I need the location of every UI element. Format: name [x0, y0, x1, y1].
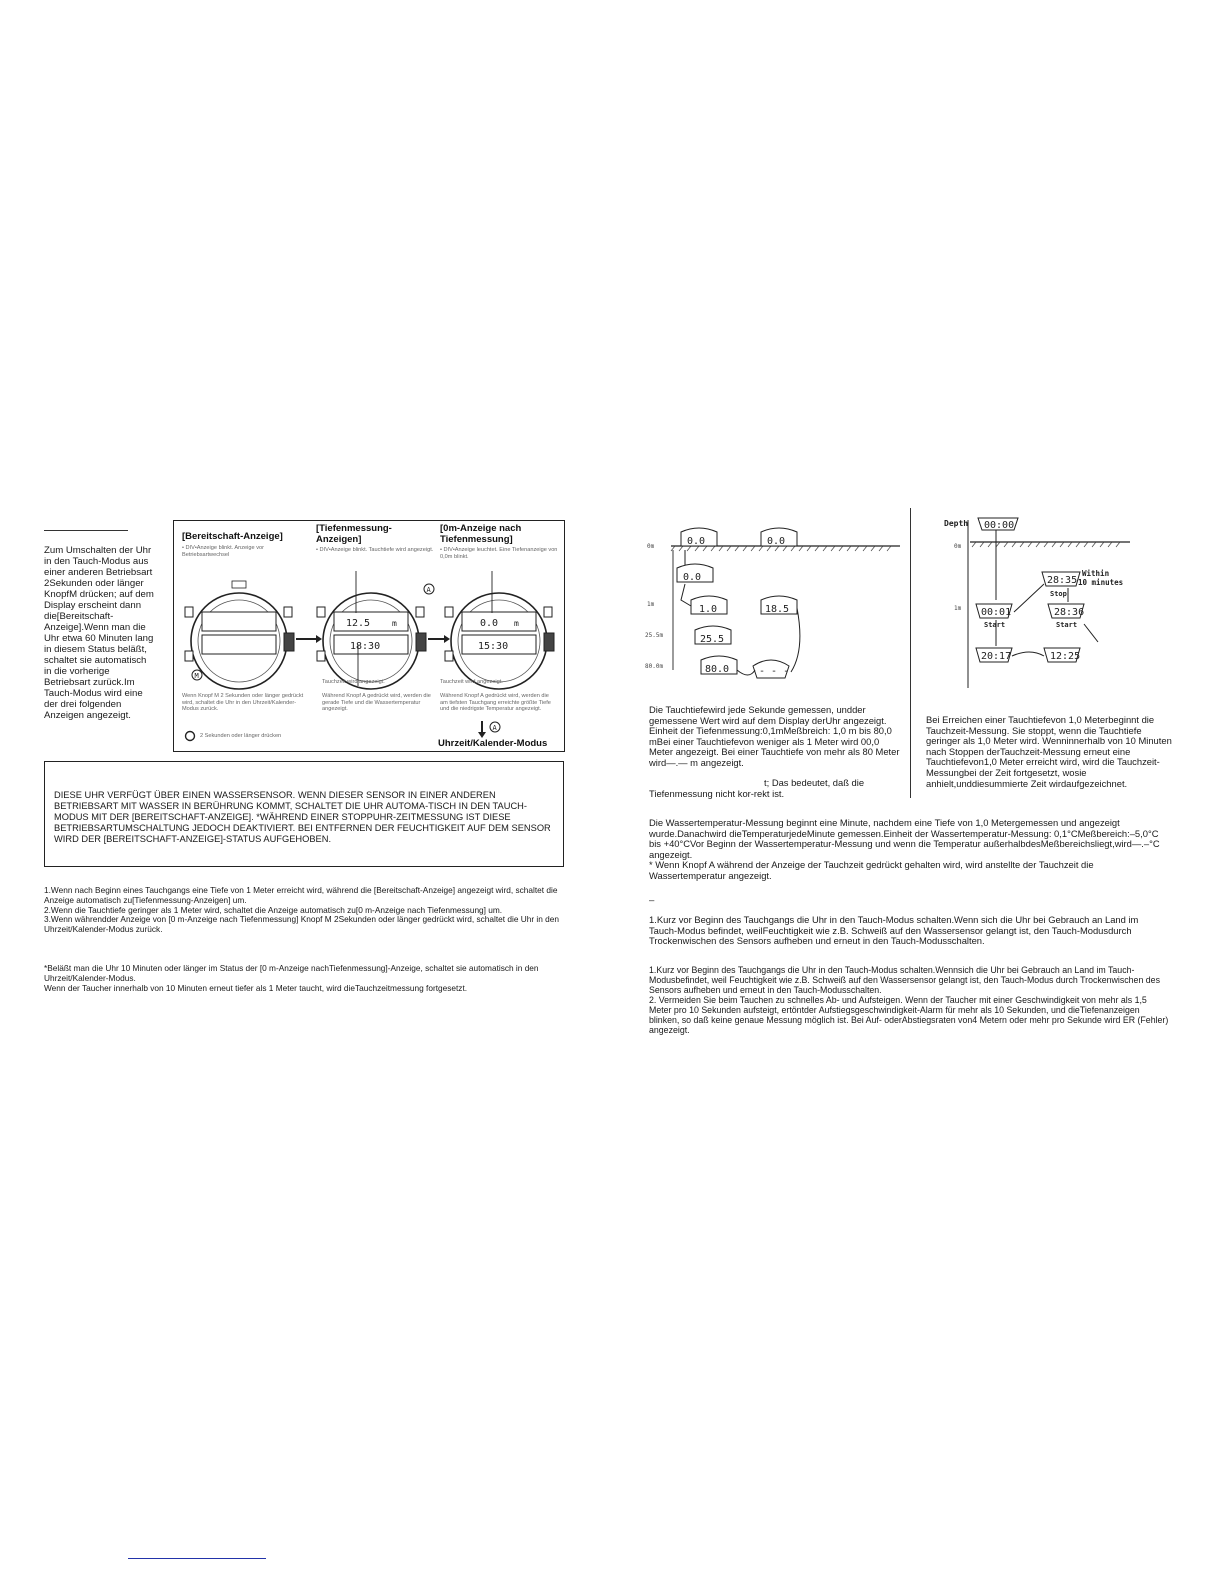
- label-start-1: Start: [984, 621, 1006, 629]
- level-80m: 80.0m: [645, 663, 664, 670]
- time-display-4: 28:36: [1054, 607, 1085, 618]
- footnote-line: *Beläßt man die Uhr 10 Minuten oder länger im Status der [0 m-Anzeige nachTiefenmessung]-Anzeige, schaltet sie automatisch in den Uhrzeit/Kalender-Modus.: [44, 963, 539, 983]
- caption-top-depth: Tauchzeit wird angezeigt.: [322, 679, 385, 685]
- lcd-time-value: 18:30: [350, 641, 381, 652]
- notice-text: DIESE UHR VERFÜGT ÜBER EINEN WASSERSENSOR. WENN DIESER SENSOR IN EINER ANDEREN BETRIEBSART MIT WASSER IN BERÜHRUNG KOMMT, SCHALTET DIE UHR AUTOMA-TISCH IN DEN TAUCH-MODUS MIT DER [BEREITSCHAFT-ANZEIGE]. *WÄHREND EINER STOPPUHR-ZEITMESSUNG IST DIESE BETRIEBSARTUMSCHALTUNG JEDOCH DEAKTIVIERT. BEI ENTFERNEN DER FEUCHTIGKEIT AUF DEM SENSOR WIRD DER [BEREITSCHAFT-ANZEIGE]-STATUS AUFGEHOBEN.: [54, 790, 551, 844]
- dive-time-figure: [940, 512, 1130, 692]
- usage-note-item: 2. Vermeiden Sie beim Tauchen zu schnelles Ab- und Aufsteigen. Wenn der Taucher mit einer Geschwindigkeit von mehr als 1,5 Meter pro 10 Sekunden aufsteigt, ertöntder Aufstiegsgeschwindigkeit-Alarm für mehr als 10 Sekunden, und dieTiefenanzeigen blinken, so daß keine genaue Messung möglich ist. Bei Auf- oderAbstiegsraten von4 Metern oder mehr pro Sekunde wird ER (Fehler) angezeigt.: [649, 995, 1169, 1035]
- usage-notes-2: [649, 965, 1169, 1035]
- lcd-depth-value: 12.5: [346, 618, 371, 629]
- watch-zero: [445, 571, 554, 689]
- lcd-zero-time: 15:30: [478, 641, 509, 652]
- depth-text: Die Tauchtiefewird jede Sekunde gemessen, undder gemessene Wert wird auf dem Display derUhr angezeigt. Einheit der Tiefenmessung:0,1mMeßbreich: 1,0 m bis 80,0 mBei einer Tauchtiefevon weniger als 1 Meter wird 00,0 Meter angezeigt. Bei einer Tauchtiefe von mehr als 80 Meter wird—.— m angezeigt.: [649, 704, 900, 768]
- depth-display-6: 80.0: [705, 664, 730, 675]
- label-start-2: Start: [1056, 621, 1078, 629]
- mode-switch-sidebar-text: Zum Umschalten der Uhr in den Tauch-Modus aus einer anderen Betriebsart 2Sekunden oder länger KnopfM drücken; auf dem Display erscheint dann die[Bereitschaft-Anzeige].Wenn man die Uhr etwa 60 Minuten lang in diesem Status beläßt, schaltet sie automatisch in die vorherige Betriebsart zurück.Im Tauch-Modus wird eine der drei folgenden Anzeigen angezeigt.: [44, 545, 154, 721]
- button-m-label: M: [194, 672, 199, 680]
- caption-zero: Während Knopf A gedrückt wird, werden die am tiefsten Tauchgang erreichte größte Tiefe und die niedrigste Temperatur angezeigt.: [440, 693, 551, 713]
- depth-display-7: 18.5: [765, 604, 790, 615]
- lcd-depth-unit: m: [392, 619, 397, 628]
- left-list: [44, 886, 564, 935]
- footnote-line: Wenn der Taucher innerhalb von 10 Minuten erneut tiefer als 1 Meter taucht, wird dieTauchzeitmessung fortgesetzt.: [44, 982, 468, 993]
- temperature-text: [649, 818, 1169, 882]
- dive-time-text: Bei Erreichen einer Tauchtiefevon 1,0 Meterbeginnt die Tauchzeit-Messung. Sie stoppt, wenn die Tauchtiefe geringer als 1,0 Meter wird. Wenninnerhalb von 10 Minuten nach Stoppen derTauchzeit-Messung erneut eine Tauchtiefevon1,0 Meter erreicht wird, wird die Tauchzeit-Messungbei der Zeit fortgesetzt, wosie anhielt,unddiesummierte Zeit wirdaufgezeichnet.: [926, 714, 1172, 789]
- dash-mark: –: [649, 895, 655, 906]
- subnote-zero: • DIV•Anzeige leuchtet. Eine Tiefenanzeige von 0,0m blinkt.: [440, 547, 558, 560]
- within-line-2: 10 minutes: [1078, 578, 1124, 587]
- caption-standby: Wenn Knopf M 2 Sekunden oder länger gedrückt wird, schaltet die Uhr in den Uhrzeit/Kalender-Modus zurück.: [182, 693, 304, 713]
- caption-depth: Während Knopf A gedrückt wird, werden die gerade Tiefe und die Wassertemperatur angezeigt.: [322, 693, 431, 713]
- lcd-zero-unit: m: [514, 619, 519, 628]
- level-1m: 1m: [647, 601, 655, 608]
- time-display-5: 20:17: [981, 651, 1012, 662]
- depth-text-2: t; Das bedeutet, daß die Tiefenmessung nicht kor-rekt ist.: [649, 777, 865, 799]
- depth-axis-label: Depth: [944, 519, 969, 528]
- temperature-note: * Wenn Knopf A während der Anzeige der Tauchzeit gedrückt gehalten wird, wird anstellte der Tauchzeit die Wassertemperatur angezeigt.: [649, 859, 1094, 881]
- watch-depth: [317, 571, 434, 689]
- subnote-standby: • DIV•Anzeige blinkt. Anzeige vor Betriebsartwechsel: [182, 545, 264, 558]
- column-divider: [910, 508, 911, 798]
- time-display-1: 00:00: [984, 520, 1015, 531]
- heading-depth: [Tiefenmessung-Anzeigen]: [316, 523, 392, 545]
- button-a-label: A: [426, 586, 431, 594]
- list-item: 3.Wenn währendder Anzeige von [0 m-Anzeige nach Tiefenmessung] Knopf M 2Sekunden oder länger gedrückt wird, schaltet die Uhr in den Uhrzeit/Kalender-Modus zurück.: [44, 914, 560, 935]
- level-0m: 0m: [647, 543, 655, 550]
- mode-label: Uhrzeit/Kalender-Modus: [438, 738, 548, 749]
- time-level-0m: 0m: [954, 543, 962, 550]
- depth-display-4: 1.0: [699, 604, 718, 615]
- heading-zero: [0m-Anzeige nach Tiefenmessung]: [440, 523, 522, 545]
- watch-standby: [185, 581, 294, 689]
- depth-display-8: - - -: [759, 666, 790, 677]
- left-footnote: [44, 964, 564, 993]
- watch-illustrations: [174, 521, 564, 751]
- heading-standby: [Bereitschaft-Anzeige]: [182, 531, 283, 542]
- usage-note-1: 1.Kurz vor Beginn des Tauchgangs die Uhr in den Tauch-Modus schalten.Wenn sich die Uhr bei Gebrauch an Land im Tauch-Modus befindet, weilFeuchtigkeit wie z.B. Schweiß auf den Wassersensor gelangt ist, den Tauch-Modusdurch Trockenwischen des Sensors aufheben und erneut in den Tauch-Modusschalten.: [649, 914, 1139, 947]
- bottom-link-rule: [128, 1558, 266, 1559]
- top-rule-left: [44, 530, 128, 531]
- label-stop: Stop: [1050, 590, 1067, 598]
- time-level-1m: 1m: [954, 605, 962, 612]
- list-item: 1.Wenn nach Beginn eines Tauchgangs eine Tiefe von 1 Meter erreicht wird, während die [Bereitschaft-Anzeige] angezeigt wird, schaltet die Anzeige automatisch zu[Tiefenmessung-Anzeigen] um.: [44, 885, 558, 905]
- list-item: 2.Wenn die Tauchtiefe geringer als 1 Meter wird, schaltet die Anzeige automatisch zu[0 m-Anzeige nach Tiefenmessung] um.: [44, 904, 503, 915]
- time-display-2: 28:35: [1047, 575, 1078, 586]
- usage-note-item: 1.Kurz vor Beginn des Tauchgangs die Uhr in den Tauch-Modus schalten.Wennsich die Uhr bei Gebrauch an Land im Tauch-Modusbefindet, weil Feuchtigkeit wie z.B. Schweiß auf den Wassersensor gelangt ist, den Tauch-Modus durch Trockenwischen des Sensors aufheben und erneut in den Tauch-Modusschalten.: [649, 965, 1160, 995]
- depth-measurement-figure: [645, 520, 907, 702]
- button-a-label-2: A: [492, 724, 497, 732]
- depth-display-2: 0.0: [767, 536, 786, 547]
- depth-display-3: 0.0: [683, 572, 702, 583]
- depth-display-1: 0.0: [687, 536, 706, 547]
- level-25m: 25.5m: [645, 632, 664, 639]
- lcd-zero-value: 0.0: [480, 618, 499, 629]
- notice-box: [44, 761, 564, 867]
- time-display-6: 12:25: [1050, 651, 1081, 662]
- temperature-paragraph: Die Wassertemperatur-Messung beginnt eine Minute, nachdem eine Tiefe von 1,0 Metergemessen und angezeigt wurde.Danachwird dieTemperaturjedeMinute gemessen.Einheit der Wassertemperatur-Messung: 0,1°CMeßbereich:–5,0°C bis +40°CVor Beginn der Wassertemperatur-Messung und wenn die Temperatur außerhalbdesMeßbereichsliegt,wird—.–°C angezeigt.: [649, 817, 1160, 860]
- legend-text: 2 Sekunden oder länger drücken: [200, 733, 282, 739]
- dive-mode-figure: [173, 520, 565, 752]
- depth-display-5: 25.5: [700, 634, 725, 645]
- subnote-depth: • DIV•Anzeige blinkt. Tauchtiefe wird angezeigt.: [316, 547, 434, 553]
- within-line-1: Within: [1082, 569, 1110, 578]
- time-display-3: 00:01: [981, 607, 1012, 618]
- caption-top-zero: Tauchzeit wird angezeigt.: [440, 679, 503, 685]
